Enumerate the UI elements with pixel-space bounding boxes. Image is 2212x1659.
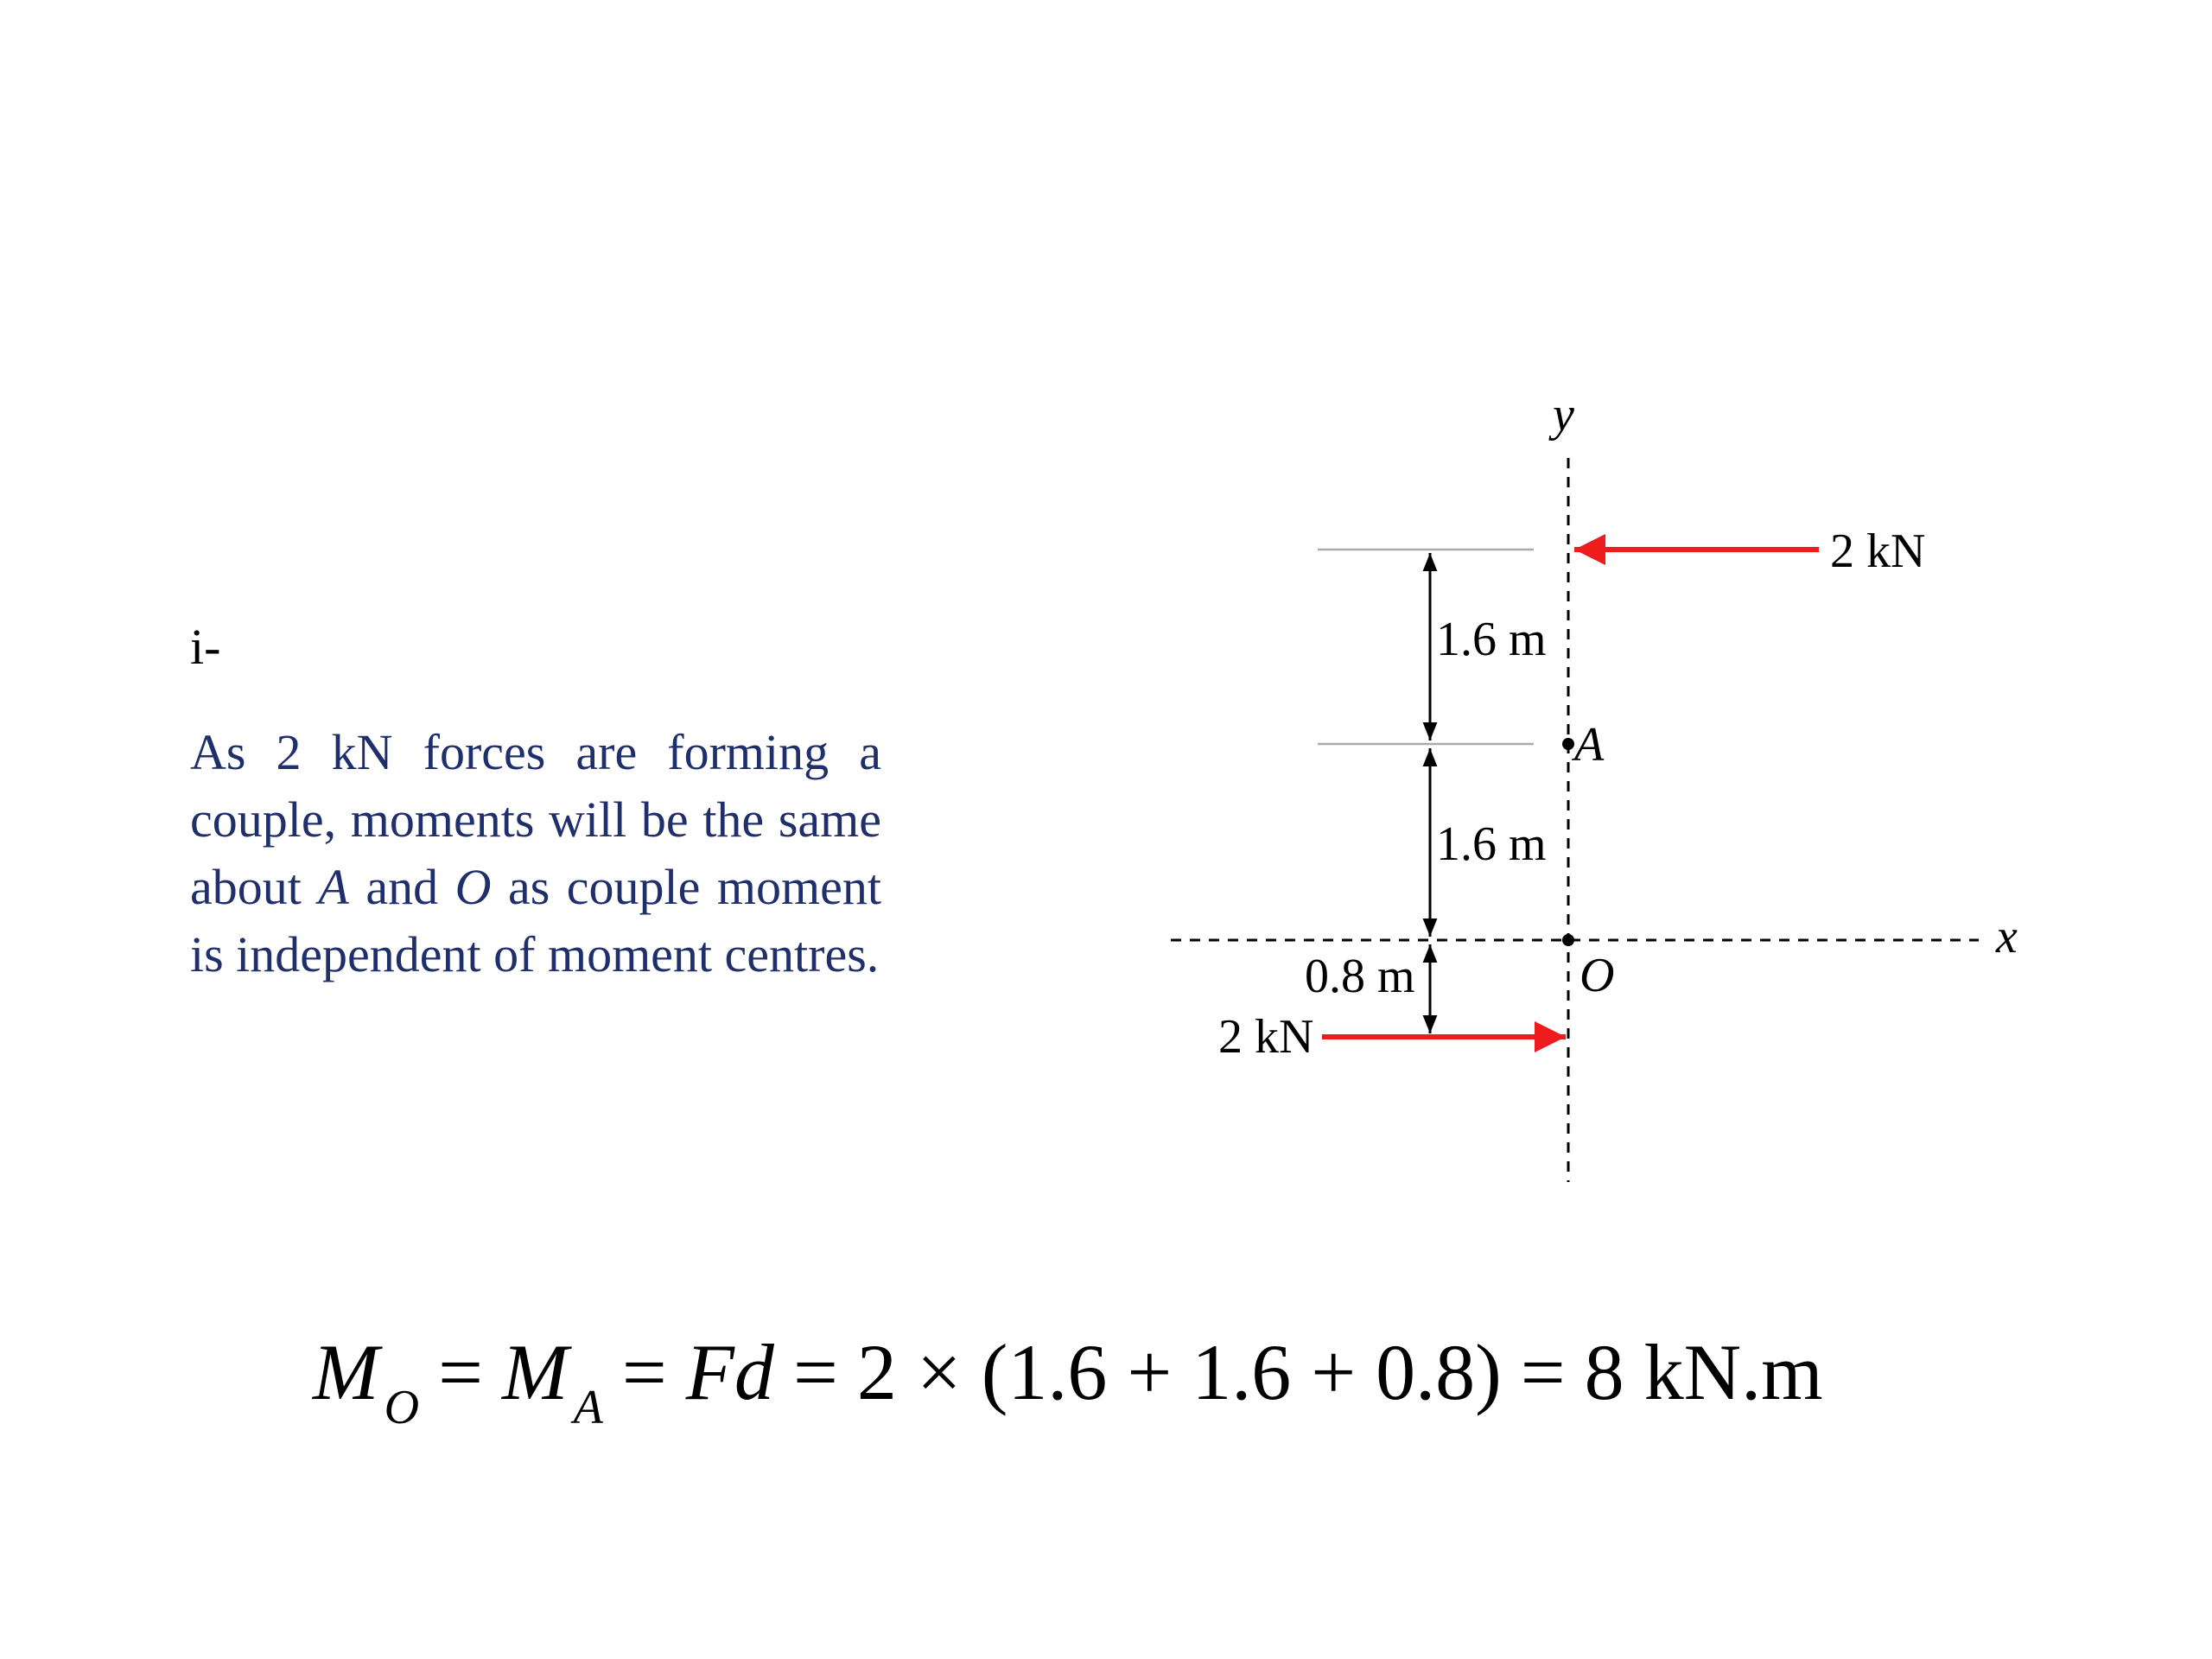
eq-moment-symbol-a: M (501, 1328, 569, 1416)
explanation-text-2: and (348, 859, 455, 915)
x-axis-label: x (1996, 910, 2018, 963)
eq-equals-1: = (438, 1328, 483, 1416)
eq-subscript-a: A (573, 1381, 603, 1434)
point-o-label: O (1580, 949, 1615, 1002)
dimension-upper-label: 1.6 m (1436, 613, 1547, 666)
dimension-middle-label: 1.6 m (1436, 817, 1547, 871)
y-axis-label: y (1553, 388, 1574, 442)
force-top-label: 2 kN (1830, 524, 1926, 578)
eq-moment-symbol-o: M (313, 1328, 379, 1416)
eq-subscript-o: O (384, 1381, 420, 1434)
eq-equals-2: = (621, 1328, 667, 1416)
force-bottom-label: 2 kN (1218, 1010, 1314, 1064)
point-a-label: A (1574, 718, 1605, 772)
explanation-text-1: As 2 kN forces are forming a couple, moments will be the same about (190, 724, 881, 915)
eq-fd: Fd (685, 1328, 774, 1416)
point-a-ref: A (318, 859, 349, 915)
point-a-dot (1562, 738, 1574, 750)
eq-result: 8 kN.m (1584, 1328, 1823, 1416)
eq-equals-4: = (1520, 1328, 1566, 1416)
part-label: i- (190, 619, 221, 675)
point-o-dot (1562, 934, 1574, 946)
dimension-lower-label: 0.8 m (1305, 950, 1415, 1003)
eq-rhs: 2 × (1.6 + 1.6 + 0.8) (856, 1328, 1502, 1416)
eq-equals-3: = (792, 1328, 838, 1416)
explanation-text-3: as couple moment is independent of moment centres. (190, 859, 881, 982)
point-o-ref: O (454, 859, 492, 915)
moment-equation (313, 1326, 1823, 1439)
